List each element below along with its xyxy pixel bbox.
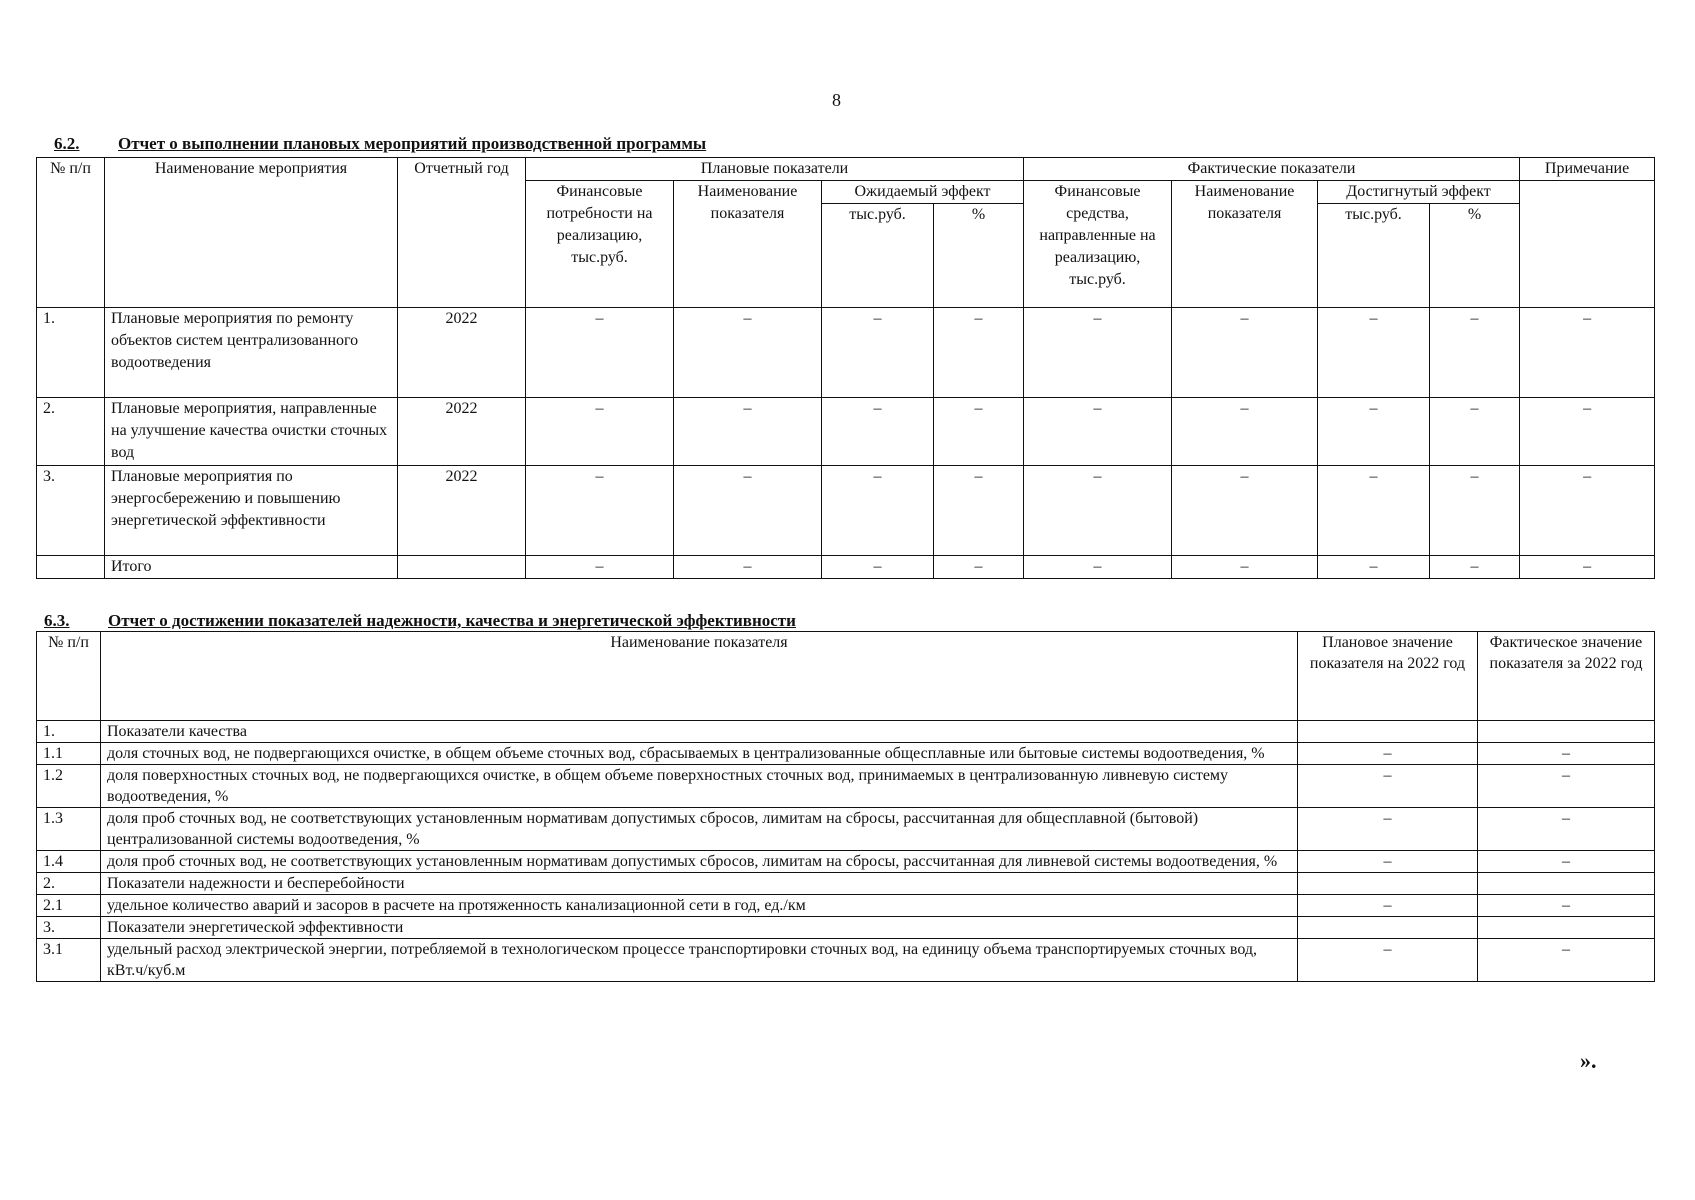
cell: – (1318, 466, 1430, 556)
table-row (37, 873, 1655, 895)
row-plan: – (1298, 895, 1478, 917)
cell: – (1318, 308, 1430, 398)
row-fact: – (1478, 743, 1655, 765)
header-plan-pct: % (934, 204, 1024, 308)
header-note-empty (1520, 181, 1655, 308)
header-plan-rub: тыс.руб. (822, 204, 934, 308)
table-row (37, 398, 1655, 466)
total-row (37, 556, 1655, 579)
row-name: Плановые мероприятия по ремонту объектов систем централизованного водоотведения (105, 308, 398, 398)
cell: – (526, 308, 674, 398)
cell: – (1172, 398, 1318, 466)
row-fact (1478, 917, 1655, 939)
row-num (37, 556, 105, 579)
row-num: 1. (37, 308, 105, 398)
header-indicator-name: Наименование показателя (101, 632, 1298, 721)
section-number: 6.2. (54, 134, 80, 153)
row-num: 3.1 (37, 939, 101, 982)
header-num: № п/п (37, 158, 105, 308)
planned-activities-table (36, 157, 1655, 579)
row-plan (1298, 873, 1478, 895)
header-num: № п/п (37, 632, 101, 721)
table-row (37, 939, 1655, 982)
cell: – (822, 398, 934, 466)
row-plan: – (1298, 939, 1478, 982)
section-title: Отчет о достижении показателей надежности, качества и энергетической эффективности (108, 611, 796, 630)
row-num: 3. (37, 917, 101, 939)
header-activity-name: Наименование мероприятия (105, 158, 398, 308)
row-name: доля проб сточных вод, не соответствующих установленным нормативам допустимых сбросов, лимитам на сбросы, рассчитанная для ливневой системы водоотведения, % (101, 851, 1298, 873)
table-row (37, 721, 1655, 743)
section-6-3-heading (44, 611, 796, 631)
row-name: Плановые мероприятия по энергосбережению и повышению энергетической эффективности (105, 466, 398, 556)
page-number: 8 (832, 90, 841, 110)
row-fact: – (1478, 808, 1655, 851)
header-actual: Фактические показатели (1024, 158, 1520, 181)
row-name: доля поверхностных сточных вод, не подвергающихся очистке, в общем объеме поверхностных сточных вод, принимаемых в централизованную ливневую систему водоотведения, % (101, 765, 1298, 808)
cell: – (526, 398, 674, 466)
indicators-table (36, 631, 1655, 982)
header-note: Примечание (1520, 158, 1655, 181)
cell: – (674, 556, 822, 579)
row-num: 1.3 (37, 808, 101, 851)
section-6-2-heading (54, 134, 706, 154)
row-fact (1478, 721, 1655, 743)
row-plan (1298, 917, 1478, 939)
table-row (37, 851, 1655, 873)
header-fact-pct: % (1430, 204, 1520, 308)
cell: – (934, 308, 1024, 398)
row-name: Показатели надежности и бесперебойности (101, 873, 1298, 895)
row-plan: – (1298, 808, 1478, 851)
row-num: 1. (37, 721, 101, 743)
cell: – (1520, 466, 1655, 556)
cell: – (822, 466, 934, 556)
cell: – (1172, 556, 1318, 579)
row-year (398, 556, 526, 579)
row-fact: – (1478, 765, 1655, 808)
row-name: доля проб сточных вод, не соответствующих установленным нормативам допустимых сбросов, лимитам на сбросы, рассчитанная для общесплавной (бытовой) централизованной системы водоотведения, % (101, 808, 1298, 851)
cell: – (1430, 308, 1520, 398)
row-fact: – (1478, 851, 1655, 873)
header-row (37, 632, 1655, 721)
header-year: Отчетный год (398, 158, 526, 308)
cell: – (934, 556, 1024, 579)
cell: – (526, 466, 674, 556)
row-num: 1.1 (37, 743, 101, 765)
closing-quote: ». (1580, 1048, 1597, 1073)
table-row (37, 808, 1655, 851)
header-plan-finance: Финансовые потребности на реализацию, тыс.руб. (526, 181, 674, 308)
header-fact-indicator: Наименование показателя (1172, 181, 1318, 308)
row-num: 2. (37, 398, 105, 466)
cell: – (1024, 466, 1172, 556)
section-number: 6.3. (44, 611, 70, 630)
cell: – (1172, 466, 1318, 556)
row-num: 1.4 (37, 851, 101, 873)
cell: – (1024, 308, 1172, 398)
row-name: Показатели энергетической эффективности (101, 917, 1298, 939)
row-name: удельный расход электрической энергии, потребляемой в технологическом процессе транспортировки сточных вод, на единицу объема транспортируемых сточных вод, кВт.ч/куб.м (101, 939, 1298, 982)
header-achieved-effect: Достигнутый эффект (1318, 181, 1520, 204)
row-plan: – (1298, 743, 1478, 765)
row-plan: – (1298, 851, 1478, 873)
row-num: 1.2 (37, 765, 101, 808)
row-year: 2022 (398, 398, 526, 466)
total-label: Итого (105, 556, 398, 579)
header-fact-rub: тыс.руб. (1318, 204, 1430, 308)
table-row (37, 466, 1655, 556)
header-planned: Плановые показатели (526, 158, 1024, 181)
header-expected-effect: Ожидаемый эффект (822, 181, 1024, 204)
table-row (37, 308, 1655, 398)
row-fact: – (1478, 895, 1655, 917)
section-title: Отчет о выполнении плановых мероприятий производственной программы (118, 134, 707, 153)
row-fact: – (1478, 939, 1655, 982)
header-plan-value: Плановое значение показателя на 2022 год (1298, 632, 1478, 721)
cell: – (526, 556, 674, 579)
header-fact-value: Фактическое значение показателя за 2022 год (1478, 632, 1655, 721)
table-row (37, 895, 1655, 917)
row-name: Показатели качества (101, 721, 1298, 743)
cell: – (1520, 556, 1655, 579)
header-fact-finance: Финансовые средства, направленные на реализацию, тыс.руб. (1024, 181, 1172, 308)
cell: – (1520, 398, 1655, 466)
row-name: доля сточных вод, не подвергающихся очистке, в общем объеме сточных вод, сбрасываемых в централизованные общесплавные или бытовые системы водоотведения, % (101, 743, 1298, 765)
row-year: 2022 (398, 466, 526, 556)
row-name: удельное количество аварий и засоров в расчете на протяженность канализационной сети в год, ед./км (101, 895, 1298, 917)
cell: – (822, 308, 934, 398)
cell: – (1520, 308, 1655, 398)
cell: – (674, 466, 822, 556)
cell: – (1430, 466, 1520, 556)
row-fact (1478, 873, 1655, 895)
header-row-1 (37, 158, 1655, 181)
cell: – (1172, 308, 1318, 398)
cell: – (934, 466, 1024, 556)
cell: – (1024, 556, 1172, 579)
cell: – (1430, 556, 1520, 579)
cell: – (674, 398, 822, 466)
cell: – (1024, 398, 1172, 466)
cell: – (1430, 398, 1520, 466)
cell: – (934, 398, 1024, 466)
cell: – (1318, 556, 1430, 579)
row-year: 2022 (398, 308, 526, 398)
row-num: 3. (37, 466, 105, 556)
table-row (37, 743, 1655, 765)
row-plan (1298, 721, 1478, 743)
row-name: Плановые мероприятия, направленные на улучшение качества очистки сточных вод (105, 398, 398, 466)
row-plan: – (1298, 765, 1478, 808)
row-num: 2.1 (37, 895, 101, 917)
cell: – (1318, 398, 1430, 466)
table-row (37, 765, 1655, 808)
header-plan-indicator: Наименование показателя (674, 181, 822, 308)
cell: – (674, 308, 822, 398)
table-row (37, 917, 1655, 939)
row-num: 2. (37, 873, 101, 895)
cell: – (822, 556, 934, 579)
